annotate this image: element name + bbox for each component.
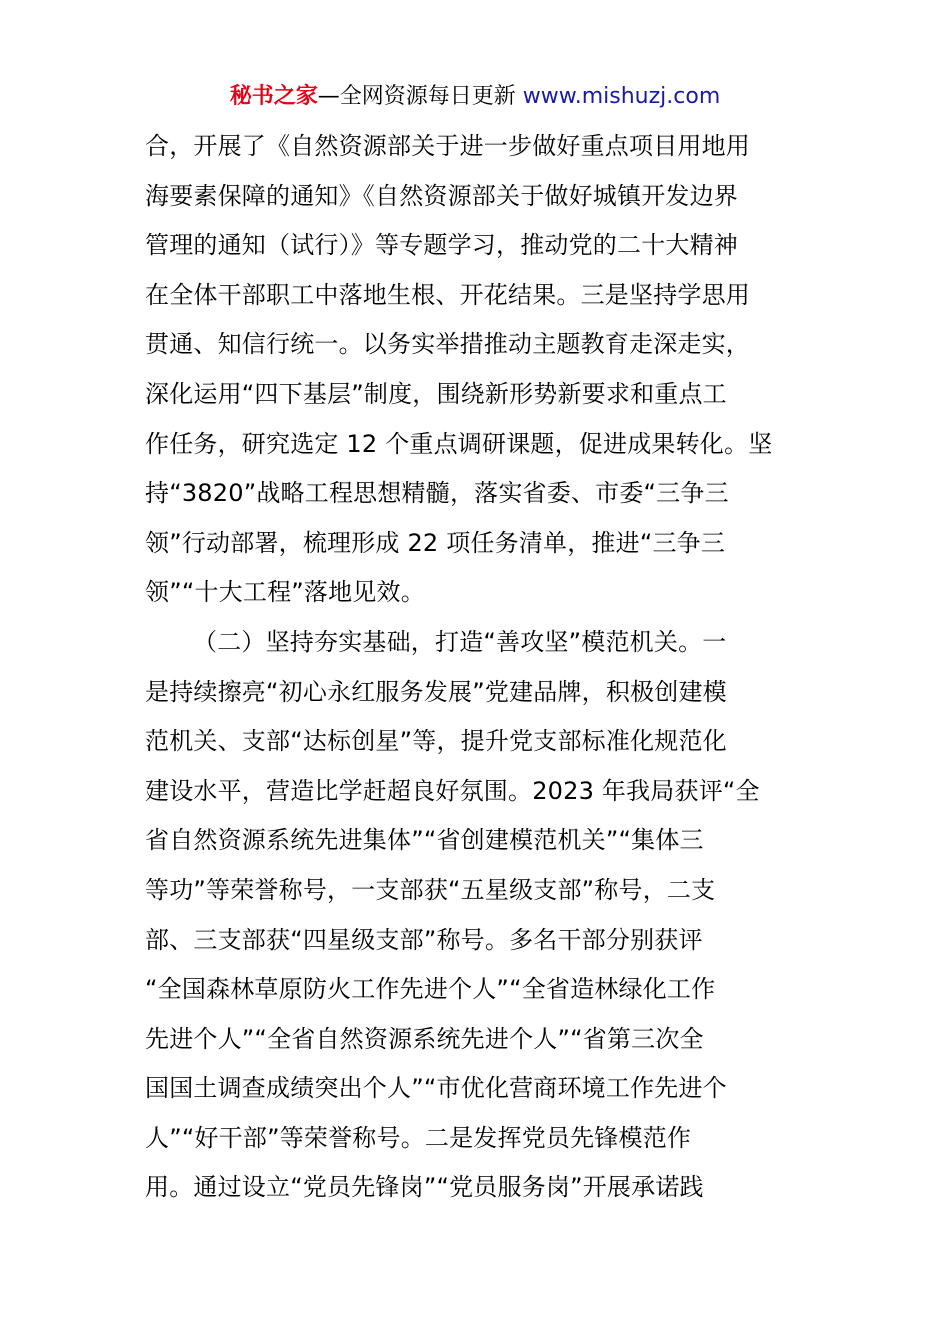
text-line: 用。通过设立“党员先锋岗”“党员服务岗”开展承诺践: [145, 1173, 704, 1202]
text-line: 省自然资源系统先进集体”“省创建模范机关”“集体三: [145, 826, 704, 855]
text-line: 贯通、知信行统一。以务实举措推动主题教育走深走实，: [145, 330, 750, 359]
site-brand: 秘书之家: [229, 84, 318, 109]
text-line: 范机关、支部“达标创星”等，提升党支部标准化规范化: [145, 727, 727, 756]
text-line: 深化运用“四下基层”制度，围绕新形势新要求和重点工: [145, 379, 727, 408]
text-line: 是持续擦亮“初心永红服务发展”党建品牌，积极创建模: [145, 677, 727, 706]
text-line: 持“3820”战略工程思想精髓，落实省委、市委“三争三: [145, 479, 729, 508]
site-tagline: —全网资源每日更新: [317, 84, 523, 109]
text-line: 管理的通知（试行）》等专题学习，推动党的二十大精神: [145, 231, 738, 260]
text-line: 建设水平，营造比学赶超良好氛围。2023 年我局获评“全: [145, 776, 760, 805]
text-line: “全国森林草原防火工作先进个人”“全省造林绿化工作: [145, 975, 716, 1004]
text-line: 领”“十大工程”落地见效。: [145, 578, 425, 607]
text-line: 等功”等荣誉称号，一支部获“五星级支部”称号，二支: [145, 875, 716, 904]
site-header: [0, 80, 950, 114]
document-body: [145, 122, 810, 1213]
site-url-link[interactable]: www.mishuzj.com: [522, 84, 721, 109]
text-line: 部、三支部获“四星级支部”称号。多名干部分别获评: [145, 925, 703, 954]
text-line: 海要素保障的通知》《自然资源部关于做好城镇开发边界: [145, 181, 738, 210]
text-line: 作任务，研究选定 12 个重点调研课题，促进成果转化。坚: [145, 429, 773, 458]
text-line: 合，开展了《自然资源部关于进一步做好重点项目用地用: [145, 132, 750, 160]
text-line: 领”行动部署，梳理形成 22 项任务清单，推进“三争三: [145, 528, 726, 557]
section-heading-line: （二）坚持夯实基础，打造“善攻坚”模范机关。一: [193, 627, 727, 656]
text-line: 在全体干部职工中落地生根、开花结果。三是坚持学思用: [145, 280, 750, 309]
text-line: 国国土调查成绩突出个人”“市优化营商环境工作先进个: [145, 1074, 727, 1103]
text-line: 人”“好干部”等荣誉称号。二是发挥党员先锋模范作: [145, 1123, 692, 1152]
text-line: 先进个人”“全省自然资源系统先进个人”“省第三次全: [145, 1024, 704, 1053]
